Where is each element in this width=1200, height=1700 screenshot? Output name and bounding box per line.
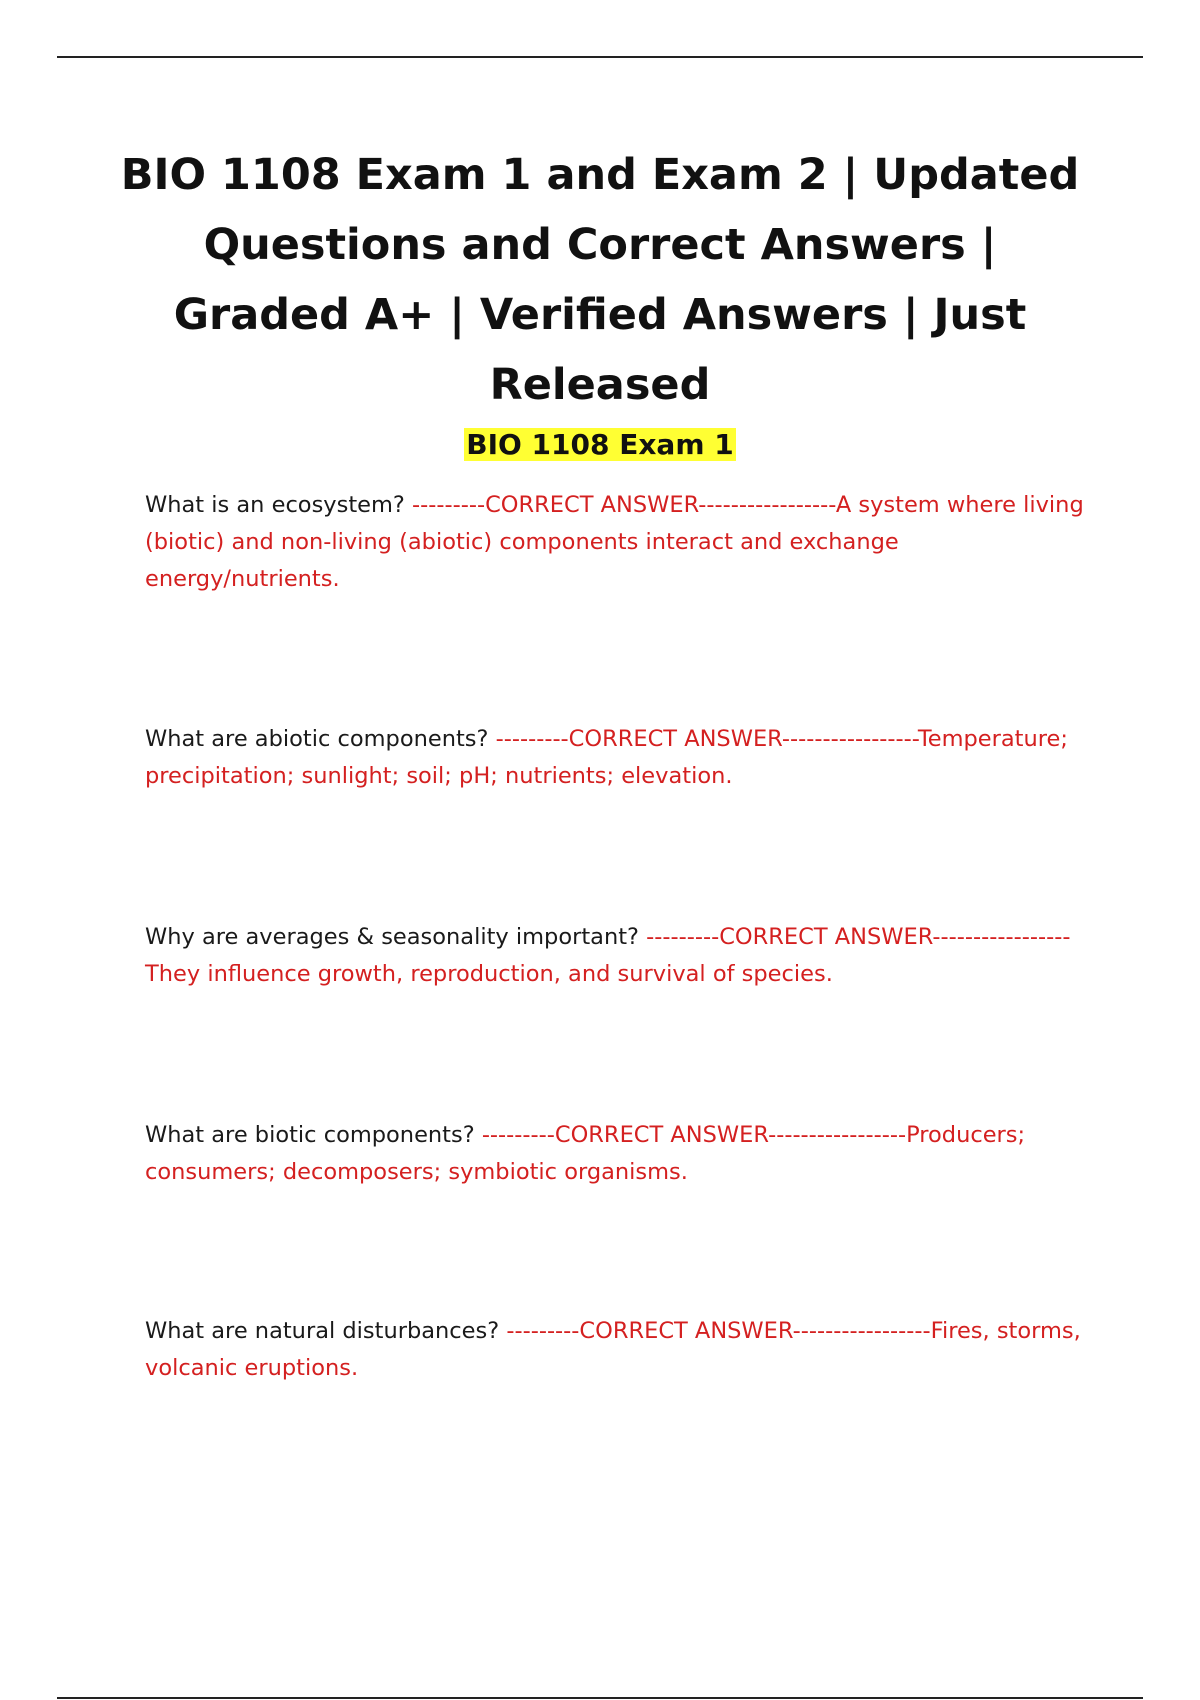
question-text: What are natural disturbances? bbox=[145, 1318, 507, 1344]
answer-text: ---------CORRECT ANSWER-----------------Producers; consumers; decomposers; symbiotic organisms. bbox=[145, 1122, 1026, 1185]
qa-item-seasonality bbox=[145, 919, 1090, 993]
qa-item-disturbances bbox=[145, 1313, 1090, 1387]
section-heading-highlight: BIO 1108 Exam 1 bbox=[466, 428, 734, 461]
section-heading bbox=[0, 424, 1200, 466]
question-text: What are abiotic components? bbox=[145, 726, 496, 752]
footer-rule bbox=[57, 1697, 1143, 1699]
question-text: What is an ecosystem? bbox=[145, 492, 413, 518]
answer-text: ---------CORRECT ANSWER-----------------They influence growth, reproduction, and survival of species. bbox=[145, 924, 1071, 987]
document-title: BIO 1108 Exam 1 and Exam 2 | Updated Questions and Correct Answers | Graded A+ | Verified Answers | Just Released bbox=[120, 150, 1080, 410]
qa-item-biotic bbox=[145, 1117, 1090, 1191]
qa-item-ecosystem bbox=[145, 487, 1090, 598]
answer-text: ---------CORRECT ANSWER-----------------Fires, storms, volcanic eruptions. bbox=[145, 1318, 1081, 1381]
answer-text: ---------CORRECT ANSWER-----------------A system where living (biotic) and non-living (abiotic) components interact and exchange energy/nutrients. bbox=[145, 492, 1084, 592]
answer-text: ---------CORRECT ANSWER-----------------Temperature; precipitation; sunlight; soil; pH; nutrients; elevation. bbox=[145, 726, 1068, 789]
question-text: Why are averages & seasonality important? bbox=[145, 924, 647, 950]
header-rule bbox=[57, 56, 1143, 58]
qa-item-abiotic bbox=[145, 721, 1090, 795]
question-text: What are biotic components? bbox=[145, 1122, 482, 1148]
